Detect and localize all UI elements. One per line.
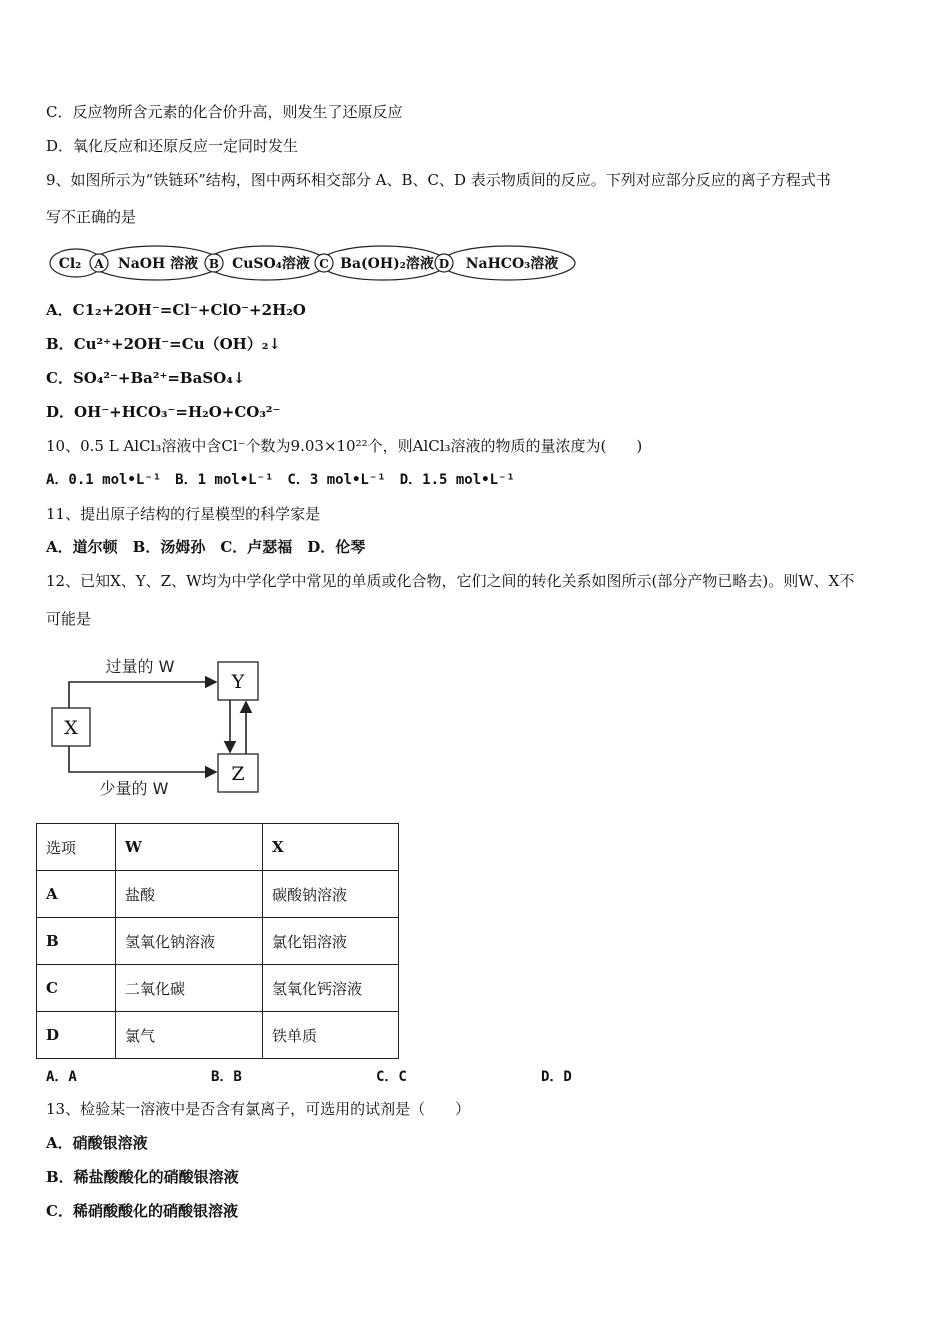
table-header-cell: W [116, 824, 263, 871]
table-cell: B [37, 918, 116, 965]
q13-stem: 13、检验某一溶液中是否含有氯离子，可选用的试剂是（ ） [46, 1100, 471, 1118]
table-cell: 氯化铝溶液 [263, 918, 399, 965]
xyz-conversion-diagram [40, 650, 280, 800]
label-little-w: 少量的 W [99, 779, 169, 798]
q9-option-c: C．SO₄²⁻+Ba²⁺=BaSO₄↓ [46, 369, 246, 387]
q12-answer-d: D．D [541, 1069, 572, 1085]
iron-chain-diagram [46, 242, 586, 282]
q8-option-d: D．氧化反应和还原反应一定同时发生 [46, 137, 299, 155]
q10-options: A．0.1 mol•L⁻¹ B．1 mol•L⁻¹ C．3 mol•L⁻¹ D．1.5 mol•L⁻¹ [46, 472, 515, 488]
arrow-x-to-z [69, 746, 216, 772]
table-row [37, 965, 399, 1012]
table-header-cell: 选项 [37, 824, 116, 871]
q9-stem-line2: 写不正确的是 [46, 208, 137, 226]
q12-stem-line2: 可能是 [46, 610, 92, 628]
box-y-label: Y [231, 671, 245, 693]
table-cell: 氯气 [116, 1012, 263, 1059]
table-cell: C [37, 965, 116, 1012]
chain-link-label: C [319, 257, 329, 271]
chain-link-label: A [94, 257, 104, 271]
chain-ring-label: Cl₂ [58, 256, 82, 272]
chain-ring-label: CuSO₄溶液 [232, 256, 310, 272]
table-cell: 盐酸 [116, 871, 263, 918]
table-cell: 铁单质 [263, 1012, 399, 1059]
chain-link-label: B [208, 257, 220, 271]
table-cell: 氢氧化钙溶液 [263, 965, 399, 1012]
q13-option-c: C．稀硝酸酸化的硝酸银溶液 [46, 1202, 238, 1220]
table-cell: D [37, 1012, 116, 1059]
table-cell: A [37, 871, 116, 918]
table-row [37, 918, 399, 965]
q12-options-table [36, 823, 399, 1059]
q9-option-a: A．C1₂+2OH⁻=Cl⁻+ClO⁻+2H₂O [46, 301, 306, 319]
q12-answer-b: B．B [211, 1069, 242, 1085]
q9-option-b: B．Cu²⁺+2OH⁻=Cu（OH）₂↓ [46, 335, 281, 353]
arrow-x-to-y [69, 682, 216, 708]
table-row [37, 871, 399, 918]
q13-option-a: A．硝酸银溶液 [46, 1134, 148, 1152]
q11-stem: 11、提出原子结构的行星模型的科学家是 [46, 505, 321, 523]
q12-answer-c: C．C [376, 1069, 407, 1085]
table-header-row [37, 824, 399, 871]
q12-answer-a: A．A [46, 1069, 77, 1085]
table-cell: 氢氧化钠溶液 [116, 918, 263, 965]
q8-option-c: C．反应物所含元素的化合价升高，则发生了还原反应 [46, 103, 403, 121]
q13-option-b: B．稀盐酸酸化的硝酸银溶液 [46, 1168, 239, 1186]
table-row [37, 1012, 399, 1059]
q10-stem: 10、0.5 L AlCl₃溶液中含Cl⁻个数为9.03×10²²个，则AlCl₃溶液的物质的量浓度为( ) [46, 437, 643, 455]
chain-ring-label: NaOH 溶液 [117, 256, 199, 272]
table-header-cell: X [263, 824, 399, 871]
q12-answer-options [46, 1066, 646, 1086]
chain-link-label: D [438, 257, 450, 271]
q9-stem-line1: 9、如图所示为“铁链环”结构，图中两环相交部分 A、B、C、D 表示物质间的反应。下列对应部分反应的离子方程式书 [46, 171, 831, 189]
label-excess-w: 过量的 W [105, 657, 175, 676]
table-cell: 二氧化碳 [116, 965, 263, 1012]
chain-ring-label: Ba(OH)₂溶液 [340, 256, 434, 272]
table-cell: 碳酸钠溶液 [263, 871, 399, 918]
box-z-label: Z [231, 763, 245, 785]
q12-stem-line1: 12、已知X、Y、Z、W均为中学化学中常见的单质或化合物，它们之间的转化关系如图所示(部分产物已略去)。则W、X不 [46, 572, 855, 590]
box-x-label: X [64, 717, 78, 739]
q11-options: A．道尔顿 B．汤姆孙 C．卢瑟福 D．伦琴 [46, 538, 366, 556]
q9-option-d: D．OH⁻+HCO₃⁻=H₂O+CO₃²⁻ [46, 403, 281, 421]
chain-ring-label: NaHCO₃溶液 [465, 256, 559, 272]
